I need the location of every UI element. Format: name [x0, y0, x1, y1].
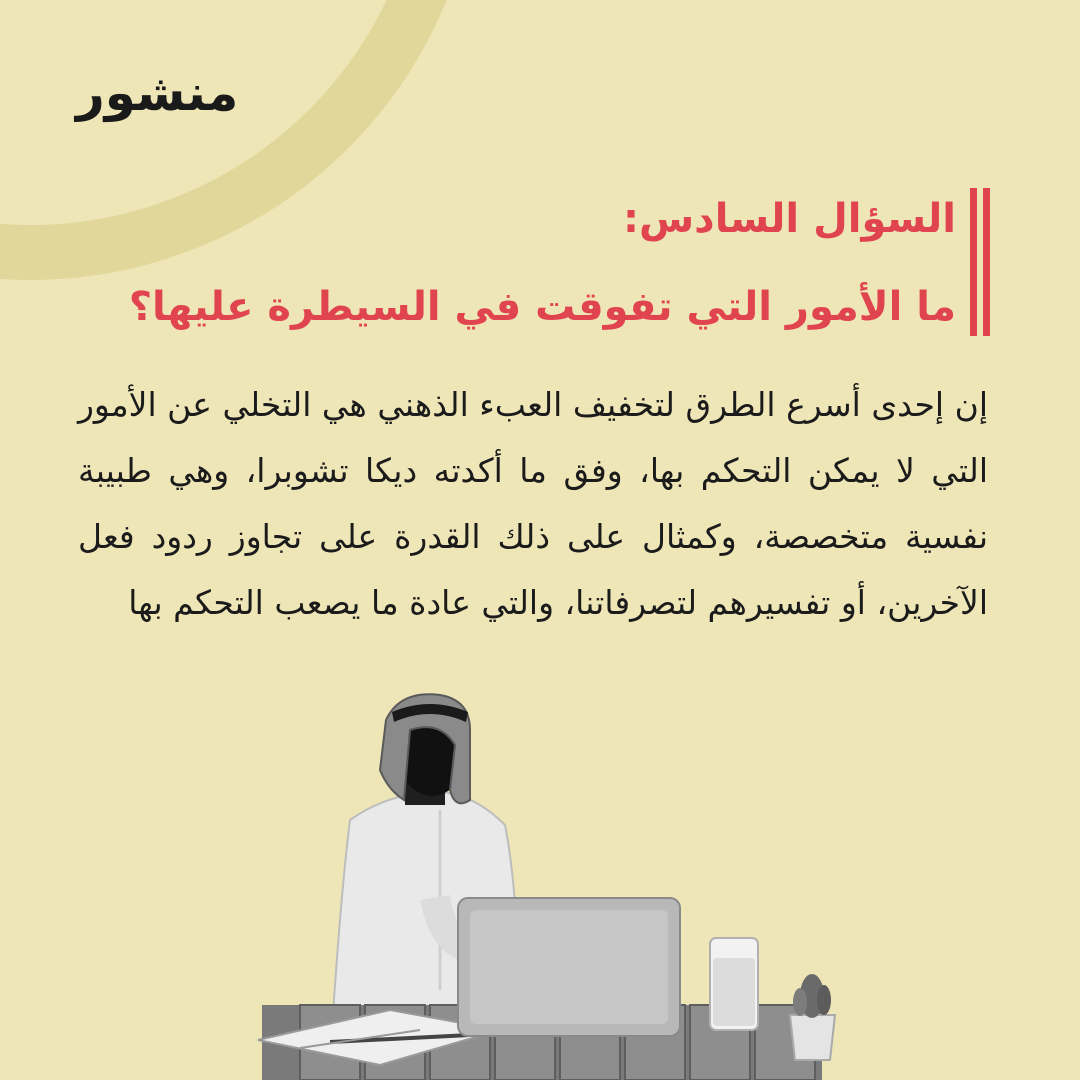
glass-icon — [710, 938, 758, 1030]
accent-bar — [983, 188, 990, 336]
man-in-thobe-icon — [330, 694, 520, 1060]
cactus-icon — [790, 974, 835, 1060]
decorative-arc — [0, 0, 480, 280]
table-icon — [262, 1005, 822, 1080]
question-title: السؤال السادس: — [622, 196, 956, 242]
answer-paragraph: إن إحدى أسرع الطرق لتخفيف العبء الذهني هي التخلي عن الأمور التي لا يمكن التحكم بها، وفق ما أكدته ديكا تشوبرا، وهي طبيبة نفسية متخصصة، وكمثال على ذلك القدرة على تجاوز ردود فعل الآخرين، أو تفسيرهم لتصرفاتنا، والتي عادة ما يصعب التحكم بها — [78, 385, 988, 622]
laptop-icon — [458, 898, 680, 1036]
accent-bar — [970, 188, 977, 336]
brand-logo: منشور — [76, 64, 239, 122]
heading-accent-bars — [970, 188, 990, 336]
notebook-icon — [258, 1010, 500, 1065]
question-text: ما الأمور التي تفوقت في السيطرة عليها؟ — [128, 284, 956, 330]
